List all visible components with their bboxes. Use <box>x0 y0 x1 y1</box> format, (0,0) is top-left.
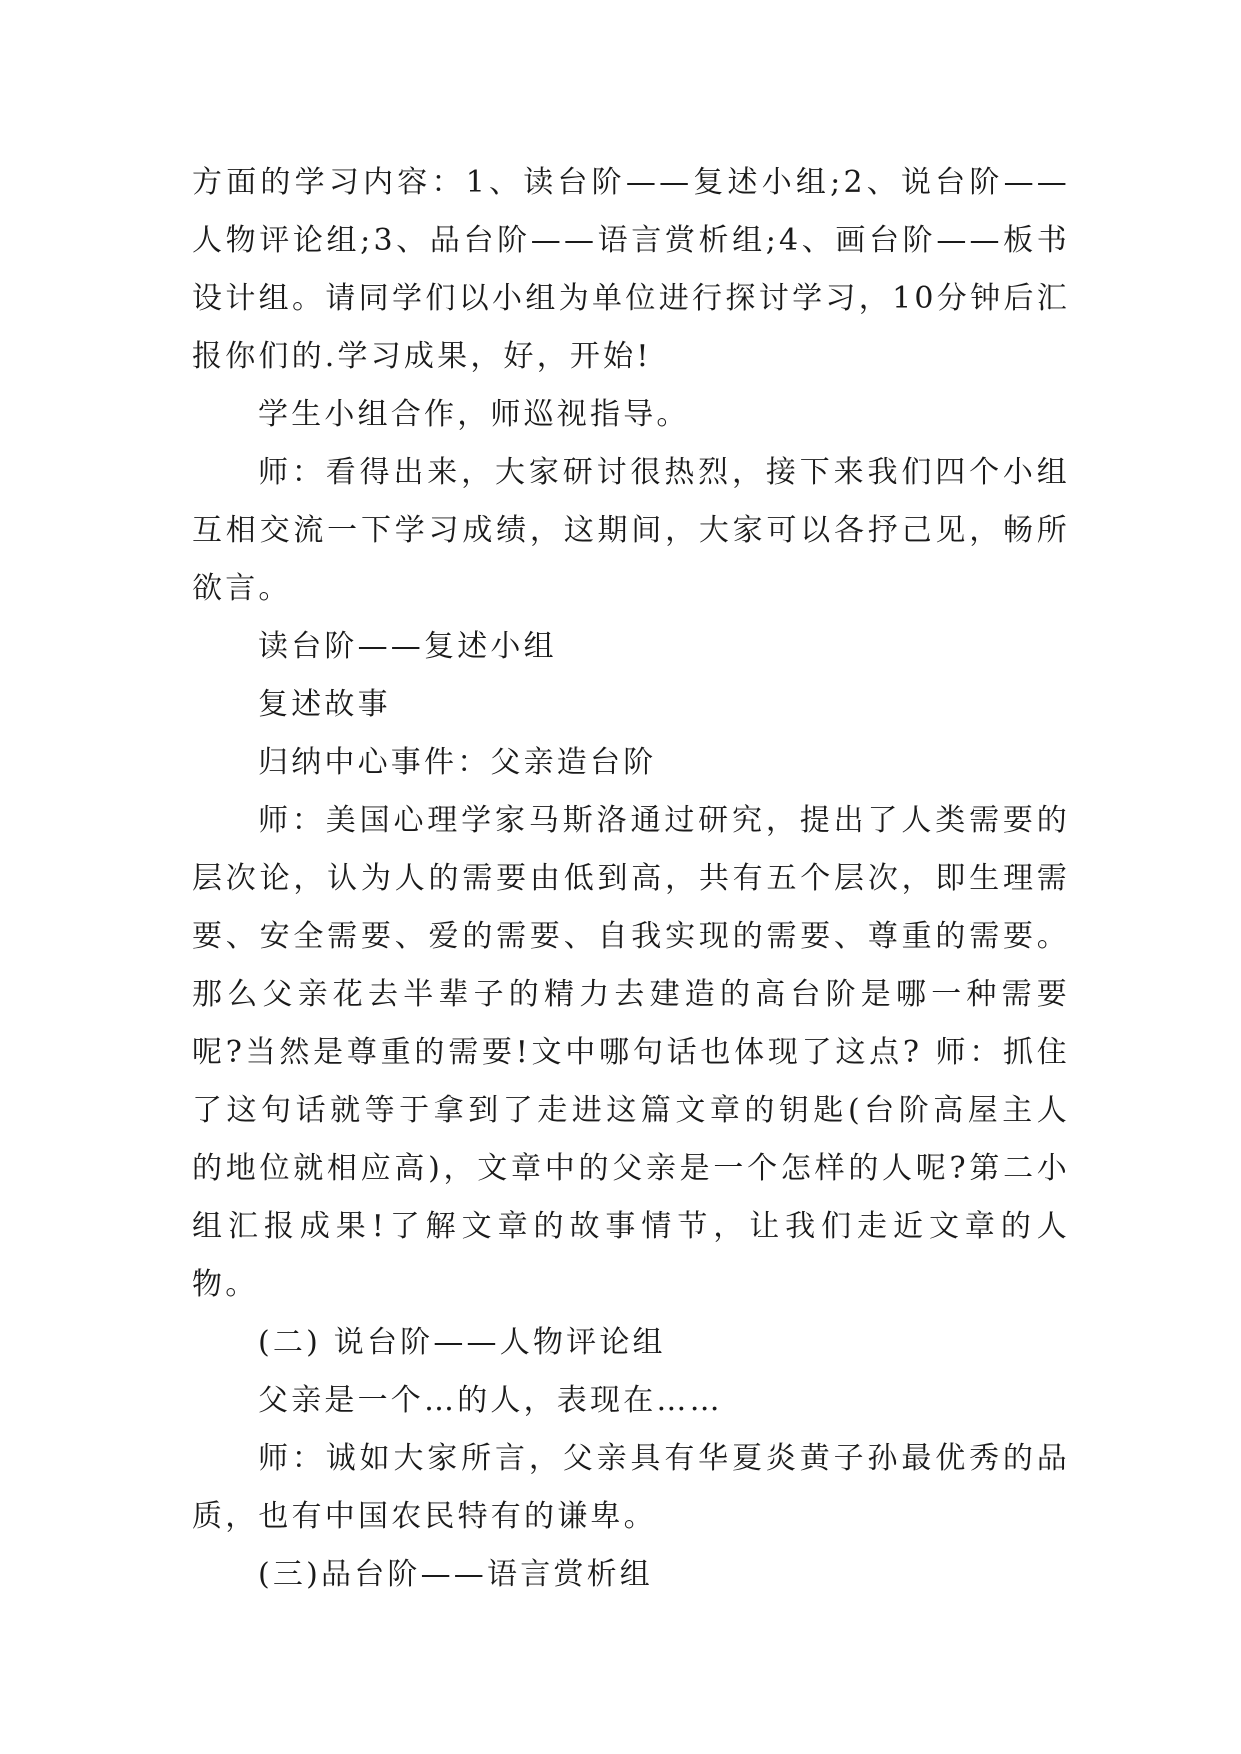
paragraph-heading-language-group: (三)品台阶——语言赏析组 <box>258 1557 654 1592</box>
paragraph-learning-content: 方面的学习内容：1、读台阶——复述小组;2、说台阶——人物评论组;3、品台阶——语言赏析组;4、画台阶——板书设计组。请同学们以小组为单位进行探讨学习，10分钟后汇报你们的.学习成果，好，开始! <box>192 165 1070 374</box>
paragraph-central-event: 归纳中心事件：父亲造台阶 <box>258 745 657 780</box>
paragraph-teacher-summary: 师：诚如大家所言，父亲具有华夏炎黄子孙最优秀的品质，也有中国农民特有的谦卑。 <box>192 1441 1070 1534</box>
paragraph-maslow-needs: 师：美国心理学家马斯洛通过研究，提出了人类需要的层次论，认为人的需要由低到高，共有五个层次，即生理需要、安全需要、爱的需要、自我实现的需要、尊重的需要。那么父亲花去半辈子的精力去建造的高台阶是哪一种需要呢?当然是尊重的需要!文中哪句话也体现了这点? 师：抓住了这句话就等于拿到了走进这篇文章的钥匙(台阶高屋主人的地位就相应高)，文章中的父亲是一个怎样的人呢?第二小组汇报成果!了解文章的故事情节，让我们走近文章的人物。 <box>192 803 1070 1302</box>
paragraph-heading-character-group: (二) 说台阶——人物评论组 <box>258 1325 666 1360</box>
paragraph-group-cooperation: 学生小组合作，师巡视指导。 <box>258 397 690 432</box>
paragraph-heading-retell-group: 读台阶——复述小组 <box>258 629 557 664</box>
paragraph-retell-story: 复述故事 <box>258 687 391 722</box>
paragraph-teacher-exchange: 师：看得出来，大家研讨很热烈，接下来我们四个小组互相交流一下学习成绩，这期间，大家可以各抒己见，畅所欲言。 <box>192 455 1070 606</box>
paragraph-father-is: 父亲是一个…的人，表现在…… <box>258 1383 723 1418</box>
document-body <box>192 154 1070 1604</box>
